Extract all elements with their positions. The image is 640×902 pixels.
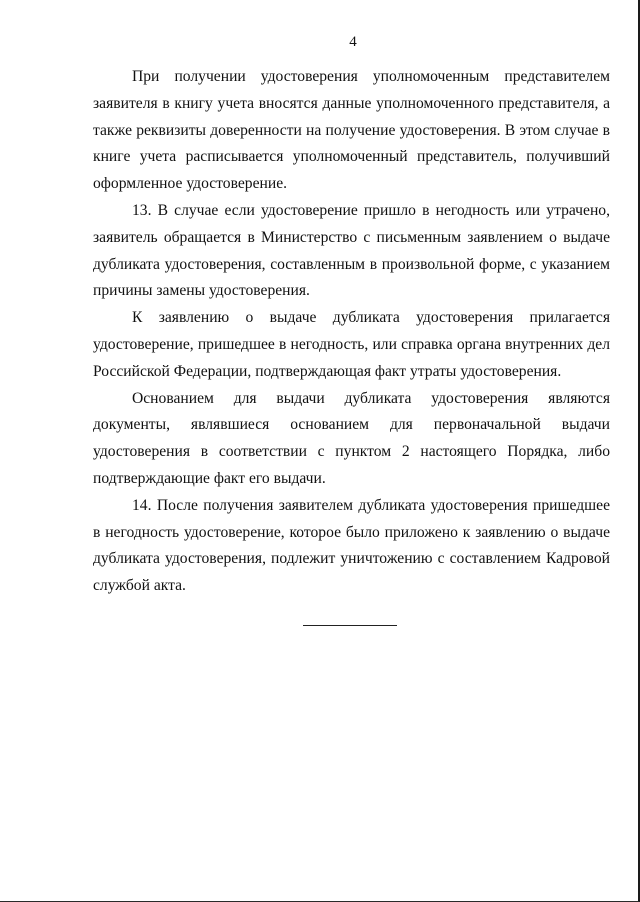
end-separator-line: [303, 625, 397, 626]
paragraph-13-duplicate-request: 13. В случае если удостоверение пришло в негодность или утрачено, заявитель обращается в Министерство с письменным заявлением о выдаче дубликата удостоверения, составленным в произвольной форме, с указанием причины замены удостоверения.: [93, 201, 610, 300]
paragraph-14-destruction: 14. После получения заявителем дубликата удостоверения пришедшее в негодность удостоверение, которое было приложено к заявлению о выдаче дубликата удостоверения, подлежит уничтожению с составлением Кадровой службой акта.: [93, 496, 610, 595]
paragraph-representative: При получении удостоверения уполномоченным представителем заявителя в книгу учета вносятся данные уполномоченного представителя, а также реквизиты доверенности на получение удостоверения. В этом случае в книге учета расписывается уполномоченный представитель, получивший оформленное удостоверение.: [93, 68, 610, 193]
paragraph-grounds: Основанием для выдачи дубликата удостоверения являются документы, являвшиеся основанием для первоначальной выдачи удостоверения в соответствии с пунктом 2 настоящего Порядка, либо подтверждающие факт его выдачи.: [93, 389, 610, 487]
paragraph-attachments: К заявлению о выдаче дубликата удостоверения прилагается удостоверение, пришедшее в негодность, или справка органа внутренних дел Российской Федерации, подтверждающая факт утраты удостоверения.: [93, 309, 610, 380]
page-number: 4: [349, 34, 357, 50]
document-body: [93, 64, 610, 600]
